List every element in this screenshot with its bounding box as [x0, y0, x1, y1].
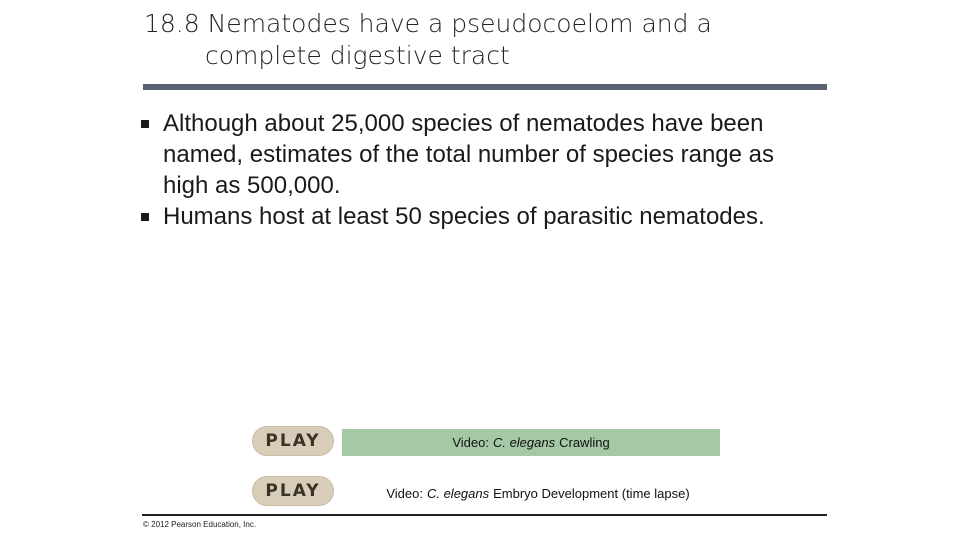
- bullet-item: [141, 201, 821, 232]
- video-label-suffix: Embryo Development (time lapse): [493, 485, 690, 501]
- play-button-crawling[interactable]: PLAY: [252, 426, 334, 456]
- bullet-list: [141, 108, 821, 232]
- video-label-species: C. elegans: [426, 485, 490, 501]
- bullet-item: [141, 108, 821, 201]
- slide-title-line-1: 18.8 Nematodes have a pseudocoelom and a: [144, 9, 712, 38]
- play-button-embryo[interactable]: PLAY: [252, 476, 334, 506]
- bullet-text: Humans host at least 50 species of parasitic nematodes.: [163, 203, 765, 230]
- slide-title: [144, 8, 824, 72]
- title-divider: [143, 84, 827, 90]
- bullet-text: Although about 25,000 species of nematodes have been named, estimates of the total number of species range as high as 500,000.: [163, 110, 775, 199]
- square-bullet-icon: [141, 213, 149, 221]
- slide-title-line-2: complete digestive tract: [205, 41, 510, 70]
- video-label-suffix: Crawling: [559, 435, 610, 450]
- video-link-embryo[interactable]: [352, 480, 724, 506]
- video-label-prefix: Video:: [452, 435, 489, 450]
- video-label-prefix: Video:: [386, 485, 423, 501]
- copyright-notice: © 2012 Pearson Education, Inc.: [143, 520, 257, 529]
- footer-divider: [142, 514, 827, 516]
- video-link-crawling[interactable]: [342, 429, 720, 456]
- square-bullet-icon: [141, 120, 149, 128]
- video-label-species: C. elegans: [492, 435, 556, 450]
